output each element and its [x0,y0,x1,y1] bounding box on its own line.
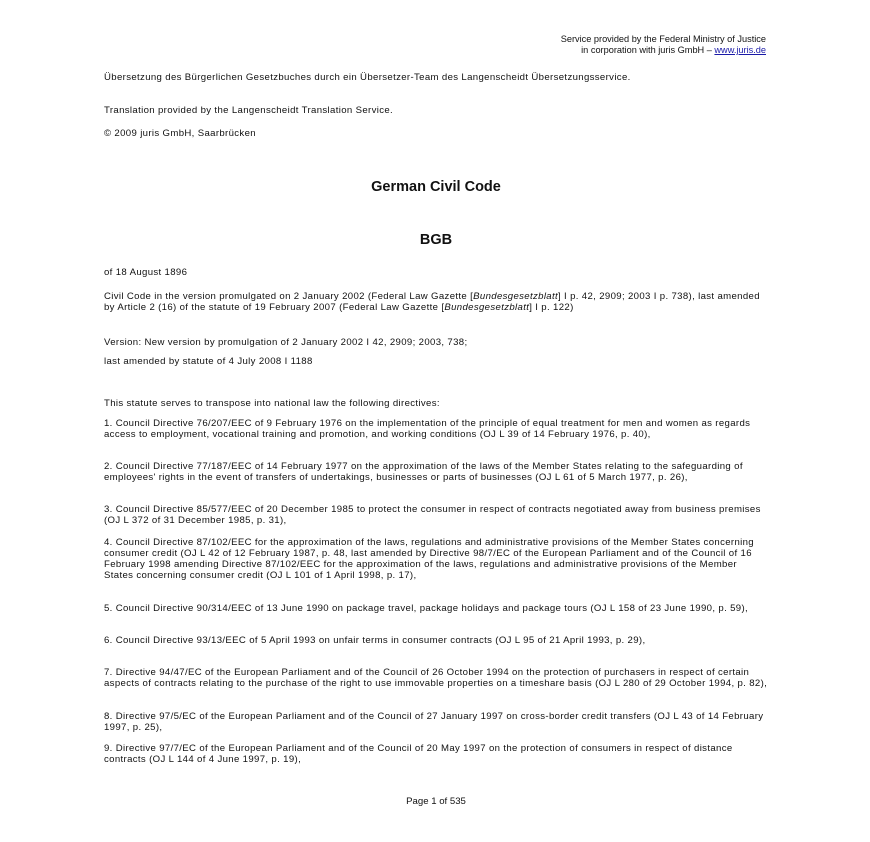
civil-code-prefix: Civil Code in the version promulgated on 2 January 2002 (Federal Law Gazette [ [104,291,474,302]
gazette-name-1: Bundesgesetzblatt [473,291,559,302]
directive-item: 5. Council Directive 90/314/EEC of 13 June 1990 on package travel, package holidays and package tours (OJ L 158 of 23 June 1990, p. 59), [104,603,749,614]
service-line-1: Service provided by the Federal Ministry of Justice [560,34,766,44]
version-note: Version: New version by promulgation of 2 January 2002 I 42, 2909; 2003, 738; [104,337,468,348]
directive-item: 2. Council Directive 77/187/EEC of 14 February 1977 on the approximation of the laws of the Member States relating to the safeguarding of employees' rights in the event of transfers of undertakings, businesses or parts of businesses (OJ L 61 of 5 March 1977, p. 26), [104,461,743,483]
directive-item: 8. Directive 97/5/EC of the European Parliament and of the Council of 27 January 1997 on cross-border credit transfers (OJ L 43 of 14 February 1997, p. 25), [104,711,764,733]
document-title: German Civil Code [371,179,501,195]
civil-code-mid: ] I p. 42, 2909; 2003 I p. 738), last amended by Article 2 (16) of the statute of 19 February 2007 (Federal Law Gazette [ [104,291,760,313]
service-header [561,34,766,56]
gazette-name-2: Bundesgesetzblatt [444,302,530,313]
civil-code-version-note [104,291,768,313]
statute-date: of 18 August 1896 [104,267,188,278]
service-line-2 [561,45,766,56]
directive-item: 7. Directive 94/47/EC of the European Parliament and of the Council of 26 October 1994 on the protection of purchasers in respect of certain aspects of contracts relating to the purchase of the right to use immovable properties on a timeshare basis (OJ L 280 of 29 October 1994, p. 82), [104,667,768,689]
directive-item: 6. Council Directive 93/13/EEC of 5 April 1993 on unfair terms in consumer contracts (OJ L 95 of 21 April 1993, p. 29), [104,635,646,646]
document-abbreviation: BGB [419,232,453,248]
civil-code-suffix: ] I p. 122) [529,302,574,313]
directive-item: 1. Council Directive 76/207/EEC of 9 February 1976 on the implementation of the principle of equal treatment for men and women as regards access to employment, vocational training and promotion, and working conditions (OJ L 39 of 14 February 1976, p. 40), [104,418,751,440]
service-line-2-prefix: in corporation with juris GmbH – [581,45,715,55]
page-number: Page 1 of 535 [406,796,466,807]
translation-note-german: Übersetzung des Bürgerlichen Gesetzbuches durch ein Übersetzer-Team des Langenscheidt Übersetzungsservice. [104,72,631,83]
directive-item: 9. Directive 97/7/EC of the European Parliament and of the Council of 20 May 1997 on the protection of consumers in respect of distance contracts (OJ L 144 of 4 June 1997, p. 19), [104,743,733,765]
translation-note-english: Translation provided by the Langenscheidt Translation Service. [104,105,394,116]
last-amended-note: last amended by statute of 4 July 2008 I 1188 [104,356,313,367]
directive-item: 3. Council Directive 85/577/EEC of 20 December 1985 to protect the consumer in respect of contracts negotiated away from business premises (OJ L 372 of 31 December 1985, p. 31), [104,504,761,526]
copyright-notice: © 2009 juris GmbH, Saarbrücken [104,128,256,139]
directives-intro: This statute serves to transpose into national law the following directives: [104,398,440,409]
directive-item: 4. Council Directive 87/102/EEC for the approximation of the laws, regulations and administrative provisions of the Member States concerning consumer credit (OJ L 42 of 12 February 1987, p. 48, last amended by Directive 98/7/EC of the European Parliament and of the Council of 16 February 1998 amending Directive 87/102/EEC for the approximation of the laws, regulations and administrative provisions of the Member States concerning consumer credit (OJ L 101 of 1 April 1998, p. 17), [104,537,754,581]
juris-link[interactable]: www.juris.de [714,45,766,55]
